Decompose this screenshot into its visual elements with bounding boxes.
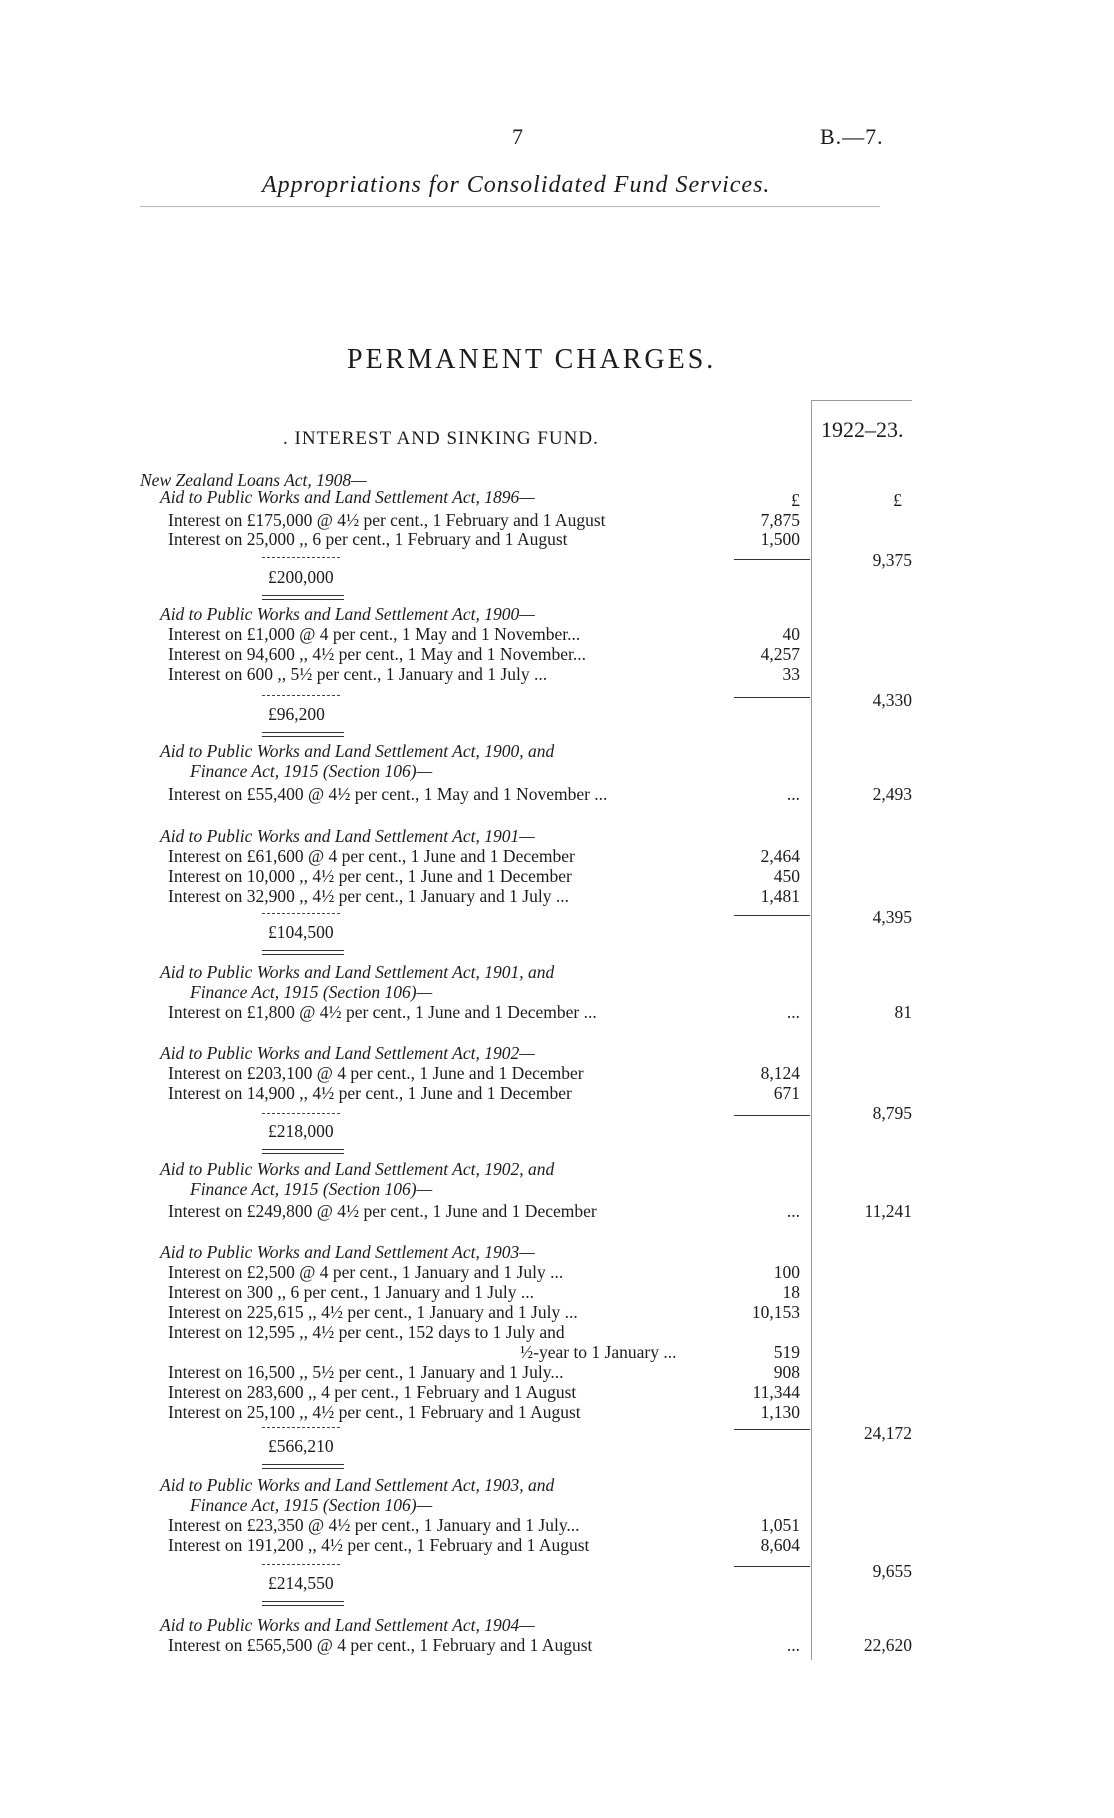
interest-amount: 519 xyxy=(773,1342,800,1362)
interest-line: Interest on 191,200 ,, 4½ per cent., 1 February and 1 August xyxy=(168,1535,590,1555)
subtotal-double-rule xyxy=(262,595,344,600)
year-total: 11,241 xyxy=(864,1201,912,1221)
interest-line: Interest on £565,500 @ 4 per cent., 1 February and 1 August xyxy=(168,1635,593,1655)
page-header-title: Appropriations for Consolidated Fund Services. xyxy=(262,172,771,198)
interest-amount: ... xyxy=(786,1635,800,1655)
year-heading: 1922–23. xyxy=(821,417,904,442)
year-total: 81 xyxy=(894,1002,912,1022)
interest-amount: 450 xyxy=(773,866,800,886)
principal-subtotal: £104,500 xyxy=(268,922,334,942)
year-total: 9,375 xyxy=(872,550,912,570)
year-total: 4,330 xyxy=(872,690,912,710)
interest-amount: 40 xyxy=(782,624,800,644)
act-subheading: Aid to Public Works and Land Settlement Act, 1904— xyxy=(160,1615,535,1635)
amount-rule xyxy=(734,1429,810,1430)
interest-amount: ... xyxy=(786,1002,800,1022)
act-subheading: Aid to Public Works and Land Settlement Act, 1903— xyxy=(160,1242,535,1262)
interest-line: Interest on 600 ,, 5½ per cent., 1 January and 1 July ... xyxy=(168,664,548,684)
act-heading: New Zealand Loans Act, 1908— xyxy=(140,470,367,490)
interest-line: Interest on 32,900 ,, 4½ per cent., 1 January and 1 July ... xyxy=(168,886,569,906)
act-subheading: Aid to Public Works and Land Settlement Act, 1902— xyxy=(160,1043,535,1063)
amount-rule xyxy=(734,1115,810,1116)
interest-amount: 18 xyxy=(782,1282,800,1302)
principal-subtotal: £200,000 xyxy=(268,567,334,587)
act-subheading: Aid to Public Works and Land Settlement Act, 1902, and xyxy=(160,1159,555,1179)
interest-amount: 1,481 xyxy=(760,886,800,906)
interest-line: Interest on 25,100 ,, 4½ per cent., 1 February and 1 August xyxy=(168,1402,581,1422)
interest-line: Interest on 283,600 ,, 4 per cent., 1 February and 1 August xyxy=(168,1382,577,1402)
interest-amount: 1,051 xyxy=(760,1515,800,1535)
interest-amount: 11,344 xyxy=(752,1382,800,1402)
interest-line: Interest on 225,615 ,, 4½ per cent., 1 January and 1 July ... xyxy=(168,1302,578,1322)
interest-amount: 10,153 xyxy=(751,1302,800,1322)
act-subheading: Aid to Public Works and Land Settlement Act, 1901, and xyxy=(160,962,555,982)
principal-subtotal: £218,000 xyxy=(268,1121,334,1141)
year-total: 8,795 xyxy=(872,1103,912,1123)
main-title: PERMANENT CHARGES. xyxy=(347,344,717,375)
interest-line: Interest on 16,500 ,, 5½ per cent., 1 January and 1 July... xyxy=(168,1362,564,1382)
year-total: 22,620 xyxy=(863,1635,912,1655)
interest-amount: 1,130 xyxy=(760,1402,800,1422)
amount-rule xyxy=(734,1566,810,1567)
interest-amount: 1,500 xyxy=(760,529,800,549)
principal-rule xyxy=(262,557,340,558)
amount-rule xyxy=(734,559,810,560)
principal-rule xyxy=(262,913,340,914)
interest-line: Interest on £2,500 @ 4 per cent., 1 January and 1 July ... xyxy=(168,1262,564,1282)
act-subheading: Finance Act, 1915 (Section 106)— xyxy=(190,1179,433,1199)
subtotal-double-rule xyxy=(262,1601,344,1606)
interest-line: Interest on £1,800 @ 4½ per cent., 1 June and 1 December ... xyxy=(168,1002,597,1022)
page-number: 7 xyxy=(512,124,523,149)
interest-amount: ... xyxy=(786,784,800,804)
year-column-rule xyxy=(812,400,912,401)
interest-line: Interest on 14,900 ,, 4½ per cent., 1 June and 1 December xyxy=(168,1083,572,1103)
amount-rule xyxy=(734,697,810,698)
subtotal-double-rule xyxy=(262,1464,344,1469)
subtotal-double-rule xyxy=(262,732,344,737)
year-total: 9,655 xyxy=(872,1561,912,1581)
interest-amount: 671 xyxy=(773,1083,800,1103)
interest-line: Interest on £61,600 @ 4 per cent., 1 June and 1 December xyxy=(168,846,575,866)
interest-line: Interest on 25,000 ,, 6 per cent., 1 February and 1 August xyxy=(168,529,568,549)
interest-amount: 100 xyxy=(773,1262,800,1282)
interest-amount: 908 xyxy=(773,1362,800,1382)
amount-rule xyxy=(734,915,810,916)
interest-line: Interest on £175,000 @ 4½ per cent., 1 February and 1 August xyxy=(168,510,606,530)
year-total: 24,172 xyxy=(863,1423,912,1443)
principal-subtotal: £566,210 xyxy=(268,1436,334,1456)
year-total: 4,395 xyxy=(872,907,912,927)
principal-subtotal: £214,550 xyxy=(268,1573,334,1593)
principal-rule xyxy=(262,1427,340,1428)
interest-line: Interest on 12,595 ,, 4½ per cent., 152 days to 1 July and xyxy=(168,1322,565,1342)
act-subheading: Finance Act, 1915 (Section 106)— xyxy=(190,982,433,1002)
interest-line: Interest on £55,400 @ 4½ per cent., 1 May and 1 November ... xyxy=(168,784,608,804)
interest-line: Interest on 300 ,, 6 per cent., 1 January and 1 July ... xyxy=(168,1282,534,1302)
principal-subtotal: £96,200 xyxy=(268,704,325,724)
currency-symbol-total: £ xyxy=(893,490,902,510)
principal-rule xyxy=(262,1564,340,1565)
header-rule xyxy=(140,206,880,207)
year-total: 2,493 xyxy=(872,784,912,804)
act-subheading: Finance Act, 1915 (Section 106)— xyxy=(190,1495,433,1515)
interest-amount: 4,257 xyxy=(760,644,800,664)
section-heading: . INTEREST AND SINKING FUND. xyxy=(283,428,599,449)
act-subheading: Aid to Public Works and Land Settlement Act, 1900, and xyxy=(160,741,555,761)
interest-amount: 8,604 xyxy=(760,1535,800,1555)
subtotal-double-rule xyxy=(262,1149,344,1154)
document-reference: B.—7. xyxy=(820,124,884,149)
principal-rule xyxy=(262,695,340,696)
interest-amount: 33 xyxy=(782,664,800,684)
interest-line: Interest on 10,000 ,, 4½ per cent., 1 June and 1 December xyxy=(168,866,572,886)
currency-symbol-amount: £ xyxy=(791,490,800,510)
interest-line: Interest on 94,600 ,, 4½ per cent., 1 May and 1 November... xyxy=(168,644,586,664)
interest-amount: 8,124 xyxy=(760,1063,800,1083)
act-subheading: Finance Act, 1915 (Section 106)— xyxy=(190,761,433,781)
interest-line: Interest on £23,350 @ 4½ per cent., 1 January and 1 July... xyxy=(168,1515,580,1535)
interest-line: Interest on £1,000 @ 4 per cent., 1 May and 1 November... xyxy=(168,624,581,644)
interest-line: Interest on £203,100 @ 4 per cent., 1 June and 1 December xyxy=(168,1063,584,1083)
interest-amount: 7,875 xyxy=(760,510,800,530)
act-subheading: Aid to Public Works and Land Settlement Act, 1896— xyxy=(160,487,535,507)
interest-amount: ... xyxy=(786,1201,800,1221)
total-column-divider xyxy=(811,400,812,1660)
interest-line: Interest on £249,800 @ 4½ per cent., 1 June and 1 December xyxy=(168,1201,597,1221)
interest-amount: 2,464 xyxy=(760,846,800,866)
act-subheading: Aid to Public Works and Land Settlement Act, 1903, and xyxy=(160,1475,555,1495)
act-subheading: Aid to Public Works and Land Settlement Act, 1901— xyxy=(160,826,535,846)
subtotal-double-rule xyxy=(262,950,344,955)
interest-line: ½-year to 1 January ... xyxy=(520,1342,677,1362)
principal-rule xyxy=(262,1113,340,1114)
act-subheading: Aid to Public Works and Land Settlement Act, 1900— xyxy=(160,604,535,624)
